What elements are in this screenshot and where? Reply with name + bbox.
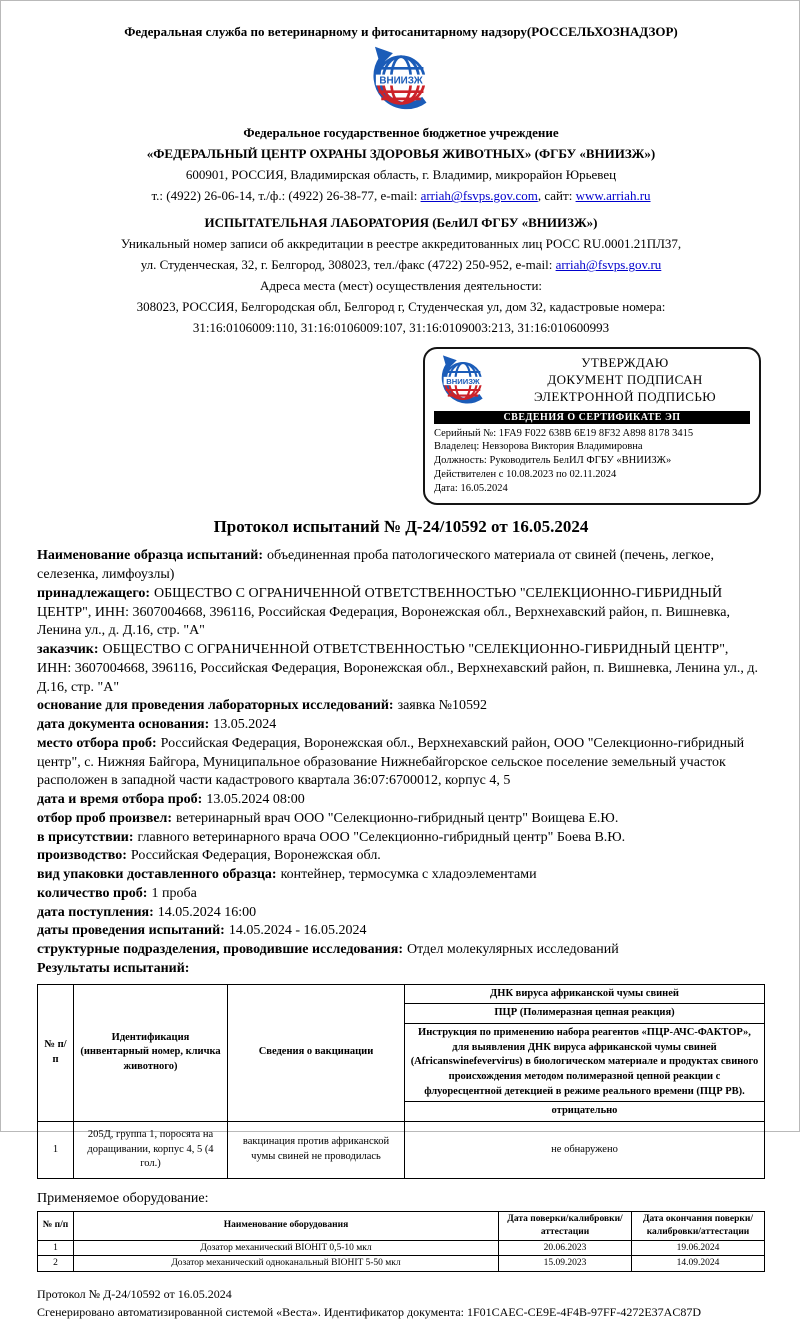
results-col-id: Идентификация (инвентарный номер, кличка животного) bbox=[74, 984, 228, 1122]
org-type: Федеральное государственное бюджетное учреждение bbox=[243, 125, 559, 141]
globe-logo-small-icon bbox=[434, 354, 492, 408]
stamp-validity: Действителен с 10.08.2023 по 02.11.2024 bbox=[434, 469, 617, 481]
results-test-name: ДНК вируса африканской чумы свиней bbox=[405, 984, 765, 1004]
equipment-heading: Применяемое оборудование: bbox=[37, 1191, 209, 1207]
field-row bbox=[37, 829, 765, 848]
site-separator: , сайт: bbox=[537, 188, 576, 204]
field-row bbox=[37, 641, 765, 697]
field-label: структурные подразделения, проводившие исследования: bbox=[37, 942, 404, 958]
field-label: вид упаковки доставленного образца: bbox=[37, 867, 277, 883]
equipment-num: 2 bbox=[38, 1256, 74, 1272]
field-row bbox=[37, 791, 765, 810]
field-row bbox=[37, 697, 765, 716]
equipment-date: 20.06.2023 bbox=[499, 1240, 632, 1256]
org-contacts bbox=[37, 185, 765, 206]
field-label: основание для проведения лабораторных исследований: bbox=[37, 698, 394, 714]
cadastral-numbers: 31:16:0106009:110, 31:16:0106009:107, 31:16:0109003:213, 31:16:010600993 bbox=[192, 320, 610, 336]
equipment-name: Дозатор механический BIOHIT 0,5-10 мкл bbox=[74, 1240, 499, 1256]
results-col-vaccination: Сведения о вакцинации bbox=[228, 984, 405, 1122]
equipment-date-end: 19.06.2024 bbox=[632, 1240, 765, 1256]
vniizh-logo bbox=[37, 45, 765, 120]
field-label: в присутствии: bbox=[37, 829, 134, 845]
stamp-approve: УТВЕРЖДАЮ bbox=[581, 355, 669, 371]
lab-contacts bbox=[37, 254, 765, 275]
results-data-row bbox=[38, 1122, 765, 1179]
field-value: 13.05.2024 bbox=[213, 717, 277, 733]
org-name: «ФЕДЕРАЛЬНЫЙ ЦЕНТР ОХРАНЫ ЗДОРОВЬЯ ЖИВОТНЫХ» (ФГБУ «ВНИИЗЖ») bbox=[146, 146, 656, 162]
protocol-title: Протокол испытаний № Д-24/10592 от 16.05.2024 bbox=[213, 517, 589, 537]
equipment-col-num: № п/п bbox=[38, 1212, 74, 1241]
field-row bbox=[37, 866, 765, 885]
field-value: 14.05.2024 16:00 bbox=[157, 904, 257, 920]
stamp-serial: Серийный №: 1FA9 F022 638B 6E19 8F32 A898 8178 3415 bbox=[434, 427, 694, 439]
field-label: заказчик: bbox=[37, 642, 99, 658]
digital-signature-stamp bbox=[423, 347, 761, 506]
lab-contacts-prefix: ул. Студенческая, 32, г. Белгород, 308023, тел./факс (4722) 250-952, e-mail: bbox=[140, 257, 556, 273]
field-row bbox=[37, 941, 765, 960]
field-row bbox=[37, 585, 765, 641]
field-label: принадлежащего: bbox=[37, 585, 150, 601]
results-method: ПЦР (Полимеразная цепная реакция) bbox=[405, 1004, 765, 1024]
field-label: Наименование образца испытаний: bbox=[37, 548, 263, 564]
equipment-header-row bbox=[38, 1212, 765, 1241]
field-label: дата документа основания: bbox=[37, 717, 210, 733]
field-row bbox=[37, 547, 765, 585]
sample-fields bbox=[37, 547, 765, 960]
field-row bbox=[37, 885, 765, 904]
activity-label: Адреса места (мест) осуществления деятельности: bbox=[259, 278, 543, 294]
field-value: 1 проба bbox=[151, 885, 197, 901]
results-table bbox=[37, 984, 765, 1180]
result-num: 1 bbox=[38, 1122, 74, 1179]
field-label: дата поступления: bbox=[37, 904, 154, 920]
email-link-belgorod[interactable]: arriah@fsvps.gov.ru bbox=[555, 257, 662, 273]
field-value: контейнер, термосумка с хладоэлементами bbox=[280, 867, 537, 883]
field-value: ветеринарный врач ООО "Селекционно-гибридный центр" Воищева Е.Ю. bbox=[175, 810, 619, 826]
results-method-detail: Инструкция по применению набора реагентов «ПЦР-АЧС-ФАКТОР», для выявления ДНК вируса африканской чумы свиней (Africanswinefevervirus) в биологическом материале и продуктах свиного происхождения методом полимеразной цепной реакции с флуоресцентной детекцией в режиме реального времени (ПЦР РВ). bbox=[405, 1023, 765, 1101]
equipment-num: 1 bbox=[38, 1240, 74, 1256]
footer-protocol: Протокол № Д-24/10592 от 16.05.2024 bbox=[37, 1287, 232, 1302]
equipment-row bbox=[38, 1256, 765, 1272]
email-link-vladimir[interactable]: arriah@fsvps.gov.com bbox=[420, 188, 538, 204]
equipment-row bbox=[38, 1240, 765, 1256]
field-row bbox=[37, 810, 765, 829]
equipment-date: 15.09.2023 bbox=[499, 1256, 632, 1272]
result-vaccination: вакцинация против африканской чумы свиней не проводилась bbox=[228, 1122, 405, 1179]
field-label: количество проб: bbox=[37, 885, 148, 901]
field-value: Российская Федерация, Воронежская обл., Верхнехавский район, ООО "Селекционно-гибридный центр", с. Нижняя Байгора, Муниципальное образование Нижнебайгорское сельское поселение земельный участок расположен в западной части кадастрового квартала 36:07:6700012, корпус 4, 5 bbox=[37, 735, 745, 789]
equipment-table bbox=[37, 1211, 765, 1272]
field-value: ОБЩЕСТВО С ОГРАНИЧЕННОЙ ОТВЕТСТВЕННОСТЬЮ "СЕЛЕКЦИОННО-ГИБРИДНЫЙ ЦЕНТР", ИНН: 3607004668, 396116, Российская Федерация, Воронежская обл., Верхнехавский район, п. Вишневка, Ленина ул., д. Д.16, стр. "А" bbox=[37, 642, 758, 695]
field-label: дата и время отбора проб: bbox=[37, 792, 203, 808]
result-value: не обнаружено bbox=[405, 1122, 765, 1179]
site-link[interactable]: www.arriah.ru bbox=[575, 188, 651, 204]
field-value: 13.05.2024 08:00 bbox=[206, 792, 305, 808]
field-value: ОБЩЕСТВО С ОГРАНИЧЕННОЙ ОТВЕТСТВЕННОСТЬЮ "СЕЛЕКЦИОННО-ГИБРИДНЫЙ ЦЕНТР", ИНН: 3607004668, 396116, Российская Федерация, Воронежская обл., Верхнехавский район, п. Вишневка, Ленина ул., д. Д.16, стр. "А" bbox=[37, 585, 730, 639]
equipment-col-date: Дата поверки/калибровки/аттестации bbox=[499, 1212, 632, 1241]
accreditation-line: Уникальный номер записи об аккредитации в реестре аккредитованных лиц РОСС RU.0001.21ПЛ37, bbox=[120, 236, 682, 252]
equipment-date-end: 14.09.2024 bbox=[632, 1256, 765, 1272]
org-address: 600901, РОССИЯ, Владимирская область, г. Владимир, микрорайон Юрьевец bbox=[185, 167, 617, 183]
equipment-name: Дозатор механический одноканальный BIOHIT 5-50 мкл bbox=[74, 1256, 499, 1272]
field-label: даты проведения испытаний: bbox=[37, 923, 225, 939]
field-value: объединенная проба патологического материала от свиней (печень, легкое, селезенка, лимфоузлы) bbox=[37, 548, 714, 583]
stamp-owner: Владелец: Невзорова Виктория Владимировна bbox=[434, 441, 643, 453]
field-row bbox=[37, 716, 765, 735]
field-row bbox=[37, 735, 765, 791]
results-col-num: № п/п bbox=[38, 984, 74, 1122]
stamp-date: Дата: 16.05.2024 bbox=[434, 483, 508, 495]
certificate-info-bar: СВЕДЕНИЯ О СЕРТИФИКАТЕ ЭП bbox=[434, 411, 750, 424]
stamp-position: Должность: Руководитель БелИЛ ФГБУ «ВНИИЗЖ» bbox=[434, 455, 672, 467]
footer-generated: Сгенерировано автоматизированной системой «Веста». Идентификатор документа: 1F01CAEC-CE9E-4F4B-97FF-4272E37AC87D bbox=[37, 1305, 702, 1320]
globe-logo-icon bbox=[363, 45, 439, 115]
field-value: 14.05.2024 - 16.05.2024 bbox=[228, 923, 367, 939]
field-value: главного ветеринарного врача ООО "Селекционно-гибридный центр" Боева В.Ю. bbox=[137, 829, 626, 845]
field-label: отбор проб произвел: bbox=[37, 810, 172, 826]
lab-name: ИСПЫТАТЕЛЬНАЯ ЛАБОРАТОРИЯ (БелИЛ ФГБУ «ВНИИЗЖ») bbox=[204, 215, 598, 231]
field-value: Отдел молекулярных исследований bbox=[407, 942, 619, 958]
agency-name: Федеральная служба по ветеринарному и фитосанитарному надзору(РОССЕЛЬХОЗНАДЗОР) bbox=[124, 24, 678, 39]
contacts-prefix: т.: (4922) 26-06-14, т./ф.: (4922) 26-38-77, e-mail: bbox=[151, 188, 421, 204]
field-row bbox=[37, 904, 765, 923]
equipment-col-name: Наименование оборудования bbox=[74, 1212, 499, 1241]
stamp-signed-line1: ДОКУМЕНТ ПОДПИСАН bbox=[547, 372, 703, 388]
stamp-signed-line2: ЭЛЕКТРОННОЙ ПОДПИСЬЮ bbox=[534, 388, 716, 404]
result-id: 205Д, группа 1, поросята на доращивании, корпус 4, 5 (4 гол.) bbox=[74, 1122, 228, 1179]
activity-address: 308023, РОССИЯ, Белгородская обл, Белгород г, Студенческая ул, дом 32, кадастровые номера: bbox=[136, 299, 666, 315]
field-label: производство: bbox=[37, 848, 127, 864]
results-norm: отрицательно bbox=[405, 1102, 765, 1122]
results-heading: Результаты испытаний: bbox=[37, 960, 190, 976]
field-row bbox=[37, 847, 765, 866]
field-row bbox=[37, 922, 765, 941]
field-value: заявка №10592 bbox=[397, 698, 488, 714]
field-value: Российская Федерация, Воронежская обл. bbox=[130, 848, 381, 864]
field-label: место отбора проб: bbox=[37, 735, 157, 751]
equipment-col-date-end: Дата окончания поверки/калибровки/аттестации bbox=[632, 1212, 765, 1241]
